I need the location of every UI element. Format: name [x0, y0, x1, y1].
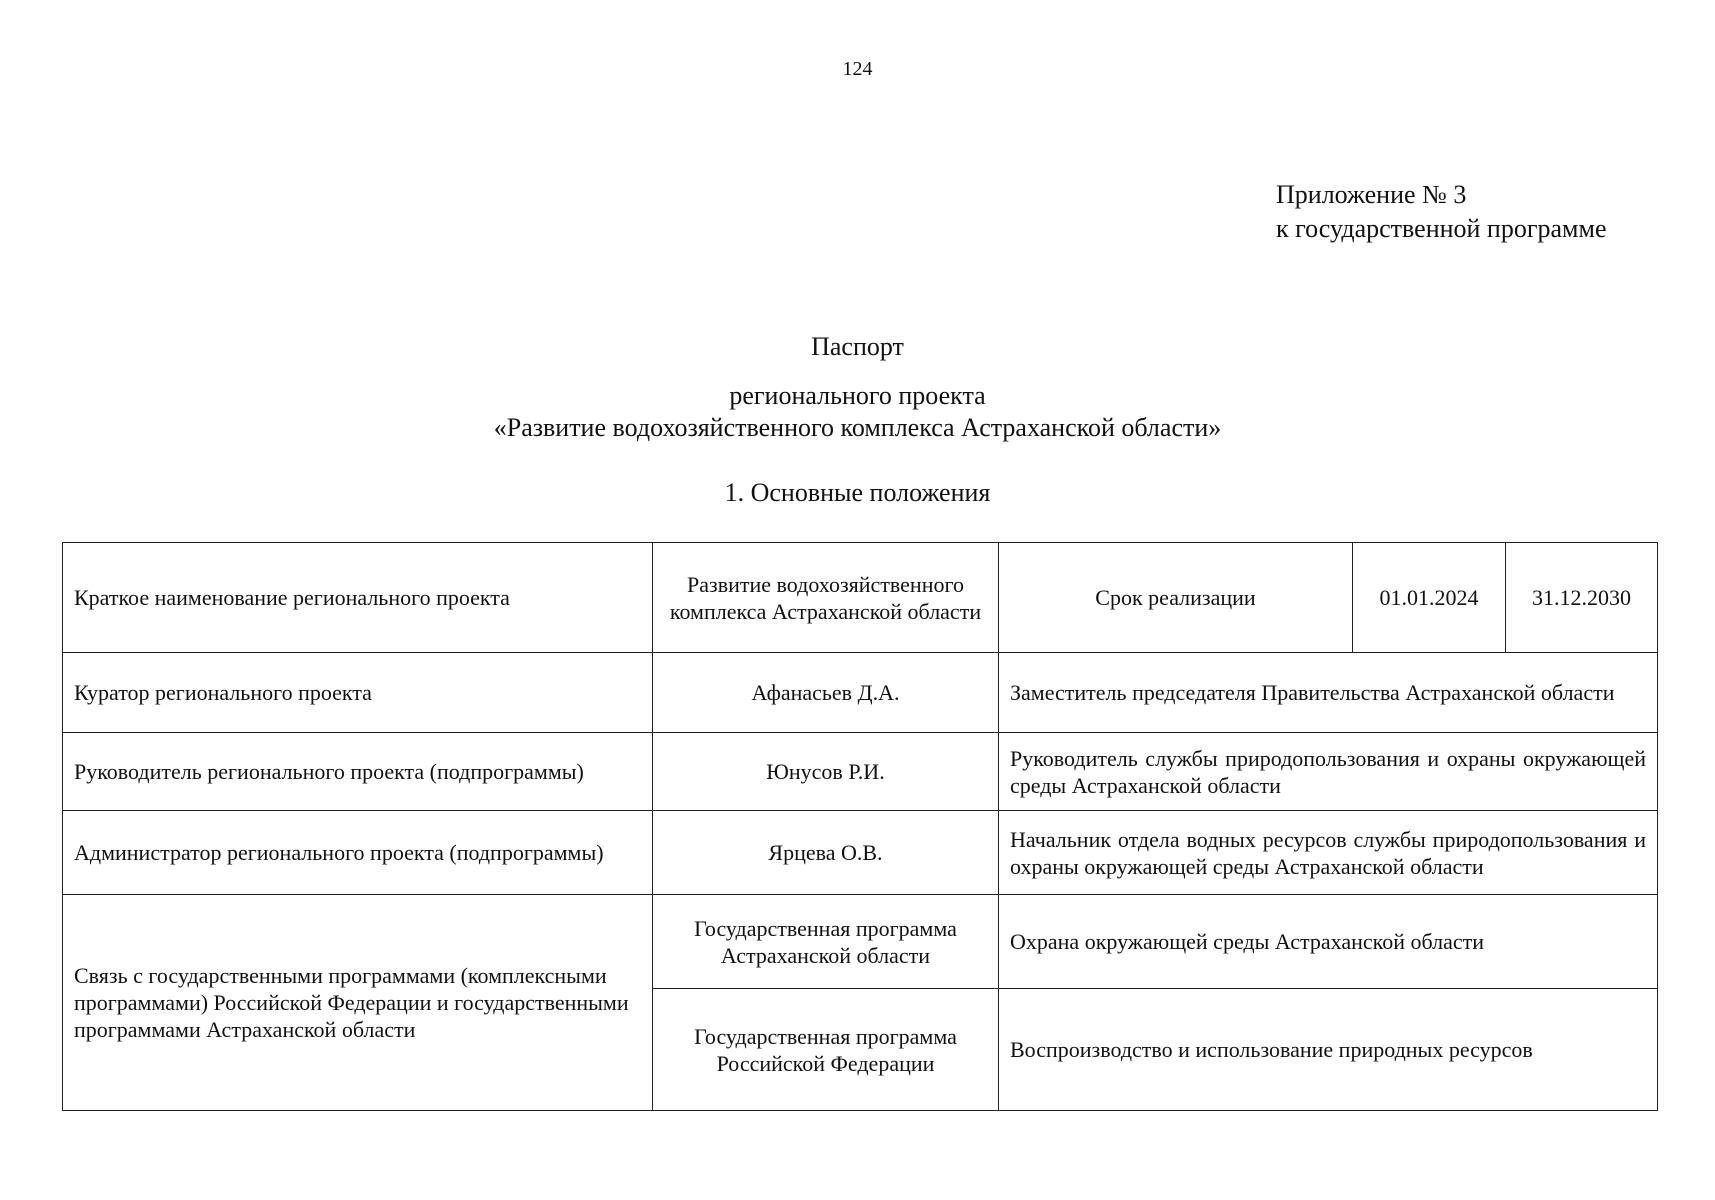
period-label: Срок реализации — [999, 543, 1353, 653]
appendix-line-1: Приложение № 3 — [1276, 180, 1467, 209]
period-start: 01.01.2024 — [1353, 543, 1506, 653]
table-row-head — [63, 733, 1658, 811]
section-heading: 1. Основные положения — [724, 478, 991, 507]
head-position: Руководитель службы природопользования и охраны окружающей среды Астраханской области — [999, 733, 1658, 811]
document-title: Паспорт — [811, 332, 904, 361]
link-label: Связь с государственными программами (комплексными программами) Российской Федерации и государственными программами Астраханской области — [63, 895, 653, 1111]
short-name-value: Развитие водохозяйственного комплекса Астраханской области — [653, 543, 999, 653]
table-row-link-regional — [63, 895, 1658, 989]
curator-position: Заместитель председателя Правительства Астраханской области — [999, 653, 1658, 733]
document-subtitle — [0, 380, 1715, 444]
link-federal-value: Воспроизводство и использование природных ресурсов — [999, 989, 1658, 1111]
period-end: 31.12.2030 — [1506, 543, 1658, 653]
head-person: Юнусов Р.И. — [653, 733, 999, 811]
admin-position: Начальник отдела водных ресурсов службы природопользования и охраны окружающей среды Астраханской области — [999, 811, 1658, 895]
appendix-line-2: к государственной программе — [1276, 214, 1607, 243]
short-name-label: Краткое наименование регионального проекта — [63, 543, 653, 653]
table-row-curator — [63, 653, 1658, 733]
link-regional-type: Государственная программа Астраханской области — [653, 895, 999, 989]
table-row-short-name — [63, 543, 1658, 653]
appendix-header — [1276, 178, 1607, 246]
curator-person: Афанасьев Д.А. — [653, 653, 999, 733]
admin-label: Администратор регионального проекта (подпрограммы) — [63, 811, 653, 895]
head-label: Руководитель регионального проекта (подпрограммы) — [63, 733, 653, 811]
passport-table — [62, 542, 1658, 1111]
subtitle-line-1: регионального проекта — [729, 381, 986, 410]
subtitle-line-2: «Развитие водохозяйственного комплекса Астраханской области» — [493, 413, 1222, 442]
link-regional-value: Охрана окружающей среды Астраханской области — [999, 895, 1658, 989]
admin-person: Ярцева О.В. — [653, 811, 999, 895]
table-row-admin — [63, 811, 1658, 895]
curator-label: Куратор регионального проекта — [63, 653, 653, 733]
link-federal-type: Государственная программа Российской Федерации — [653, 989, 999, 1111]
page-number: 124 — [842, 58, 873, 80]
